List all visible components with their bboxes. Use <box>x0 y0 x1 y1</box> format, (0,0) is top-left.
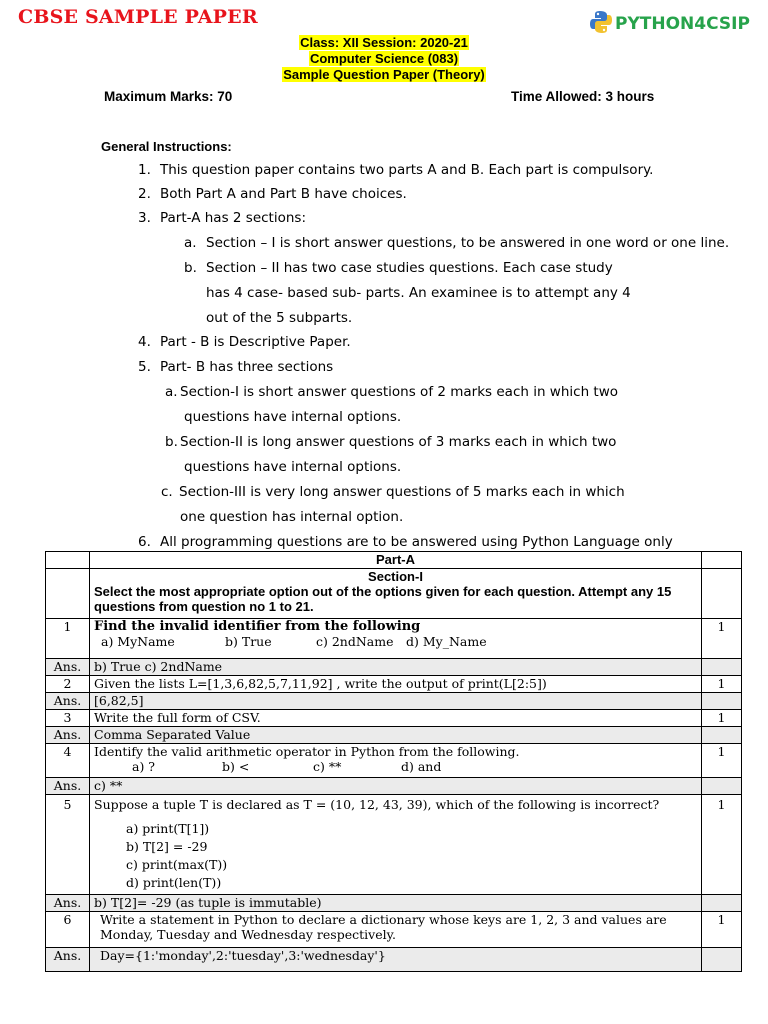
table-row <box>46 569 742 619</box>
table-cell <box>702 895 742 912</box>
answer-text: c) ** <box>90 778 702 795</box>
question-text: Suppose a tuple T is declared as T = (10, 12, 43, 39), which of the following is incorrect? <box>94 797 660 812</box>
question-table <box>45 551 742 972</box>
table-cell <box>46 552 90 569</box>
paper-header <box>0 32 768 80</box>
option: b) True <box>225 634 272 649</box>
marks-cell: 1 <box>702 619 742 659</box>
option: b) < <box>222 759 250 774</box>
question-text: Find the invalid identifier from the following <box>94 619 421 634</box>
instruction-3 <box>138 210 306 226</box>
list-number: 4. <box>138 334 151 350</box>
list-letter: a. <box>184 235 197 251</box>
question-number: 1 <box>46 619 90 659</box>
instruction-3b-cont: out of the 5 subparts. <box>206 310 353 326</box>
instruction-text: Section – I is short answer questions, to be answered in one word or one line. <box>206 235 730 251</box>
instruction-text: Section-I is short answer questions of 2 marks each in which two <box>180 384 619 400</box>
paper-type: Sample Question Paper (Theory) <box>283 67 485 82</box>
question-text: Write a statement in Python to declare a dictionary whose keys are 1, 2, 3 and values are Monday, Tuesday and Wednesday respectively. <box>90 912 702 948</box>
table-cell <box>702 693 742 710</box>
table-row <box>46 619 742 659</box>
option: b) T[2] = -29 <box>126 839 208 854</box>
table-row <box>46 710 742 727</box>
instruction-6 <box>138 534 673 550</box>
instruction-5c-cont: one question has internal option. <box>180 509 404 525</box>
answer-label: Ans. <box>46 778 90 795</box>
question-text: Write the full form of CSV. <box>90 710 702 727</box>
instruction-5c <box>161 484 625 500</box>
instruction-5a <box>165 384 618 400</box>
question-text: Given the lists L=[1,3,6,82,5,7,11,92] , write the output of print(L[2:5]) <box>90 676 702 693</box>
answer-text: Day={1:'monday',2:'tuesday',3:'wednesday'} <box>90 948 702 972</box>
question-number: 4 <box>46 744 90 778</box>
instruction-text: This question paper contains two parts A and B. Each part is compulsory. <box>160 162 654 178</box>
question-number: 3 <box>46 710 90 727</box>
answer-row <box>46 895 742 912</box>
instruction-text: Section – II has two case studies questions. Each case study <box>206 260 613 276</box>
option: c) print(max(T)) <box>126 857 228 872</box>
question-number: 2 <box>46 676 90 693</box>
option: c) 2ndName <box>316 634 394 649</box>
table-cell <box>702 569 742 619</box>
question-text: Identify the valid arithmetic operator in Python from the following. <box>94 744 520 759</box>
answer-label: Ans. <box>46 727 90 744</box>
options <box>94 820 697 892</box>
table-row <box>46 676 742 693</box>
answer-text: b) True c) 2ndName <box>90 659 702 676</box>
table-row <box>46 795 742 895</box>
answer-label: Ans. <box>46 659 90 676</box>
table-cell <box>702 659 742 676</box>
instruction-5a-cont: questions have internal options. <box>184 409 402 425</box>
instruction-5 <box>138 359 333 375</box>
answer-text: Comma Separated Value <box>90 727 702 744</box>
instruction-3b-cont: has 4 case- based sub- parts. An examinee is to attempt any 4 <box>206 285 631 301</box>
options <box>94 759 697 774</box>
answer-label: Ans. <box>46 693 90 710</box>
part-heading: Part-A <box>90 552 702 569</box>
answer-row <box>46 727 742 744</box>
option: a) MyName <box>101 634 175 649</box>
option: d) and <box>401 759 442 774</box>
answer-row <box>46 778 742 795</box>
instruction-1 <box>138 162 653 178</box>
subject: Computer Science (083) <box>309 51 459 66</box>
list-letter: b. <box>165 434 178 450</box>
instruction-3b <box>184 260 613 276</box>
table-cell <box>702 727 742 744</box>
instruction-3a <box>184 235 729 251</box>
list-letter: b. <box>184 260 197 276</box>
question-number: 6 <box>46 912 90 948</box>
section-heading-cell <box>90 569 702 619</box>
instruction-text: Section-III is very long answer questions of 5 marks each in which <box>179 484 625 500</box>
table-cell <box>702 552 742 569</box>
instruction-text: Part - B is Descriptive Paper. <box>160 334 351 350</box>
class-session: Class: XII Session: 2020-21 <box>300 35 468 50</box>
table-row <box>46 552 742 569</box>
question-cell <box>90 619 702 659</box>
question-cell <box>90 795 702 895</box>
marks-cell: 1 <box>702 795 742 895</box>
maximum-marks: Maximum Marks: 70 <box>104 89 233 104</box>
instruction-text: Section-II is long answer questions of 3 marks each in which two <box>180 434 617 450</box>
section-note: Select the most appropriate option out of the options given for each question. Attempt any 15 questions from question no 1 to 21. <box>94 584 672 614</box>
option: c) ** <box>313 759 342 774</box>
options <box>94 634 697 649</box>
instruction-5b <box>165 434 616 450</box>
table-row <box>46 912 742 948</box>
marks-cell: 1 <box>702 744 742 778</box>
answer-label: Ans. <box>46 948 90 972</box>
list-number: 6. <box>138 534 151 550</box>
answer-label: Ans. <box>46 895 90 912</box>
instruction-4 <box>138 334 351 350</box>
logo-text: PYTHON4CSIP <box>615 14 750 34</box>
question-cell <box>90 744 702 778</box>
time-allowed: Time Allowed: 3 hours <box>511 89 655 104</box>
question-number: 5 <box>46 795 90 895</box>
table-cell <box>702 948 742 972</box>
table-cell <box>46 569 90 619</box>
instruction-text: Both Part A and Part B have choices. <box>160 186 407 202</box>
option: d) print(len(T)) <box>126 875 222 890</box>
list-number: 5. <box>138 359 151 375</box>
answer-row <box>46 948 742 972</box>
answer-row <box>46 693 742 710</box>
list-letter: a. <box>165 384 178 400</box>
answer-text: b) T[2]= -29 (as tuple is immutable) <box>90 895 702 912</box>
instruction-text: Part-A has 2 sections: <box>160 210 306 226</box>
list-letter: c. <box>161 484 173 500</box>
option: d) My_Name <box>406 634 487 649</box>
option: a) print(T[1]) <box>126 821 210 836</box>
answer-text: [6,82,5] <box>90 693 702 710</box>
marks-cell: 1 <box>702 676 742 693</box>
section-heading: Section-I <box>368 569 423 584</box>
list-number: 2. <box>138 186 151 202</box>
table-row <box>46 744 742 778</box>
instruction-text: All programming questions are to be answered using Python Language only <box>160 534 673 550</box>
marks-cell: 1 <box>702 912 742 948</box>
answer-row <box>46 659 742 676</box>
marks-cell: 1 <box>702 710 742 727</box>
list-number: 1. <box>138 162 151 178</box>
instructions-title: General Instructions: <box>101 139 232 154</box>
instruction-2 <box>138 186 407 202</box>
brand-title: CBSE SAMPLE PAPER <box>18 6 258 28</box>
option: a) ? <box>132 759 156 774</box>
list-number: 3. <box>138 210 151 226</box>
instruction-5b-cont: questions have internal options. <box>184 459 402 475</box>
instruction-text: Part- B has three sections <box>160 359 334 375</box>
table-cell <box>702 778 742 795</box>
